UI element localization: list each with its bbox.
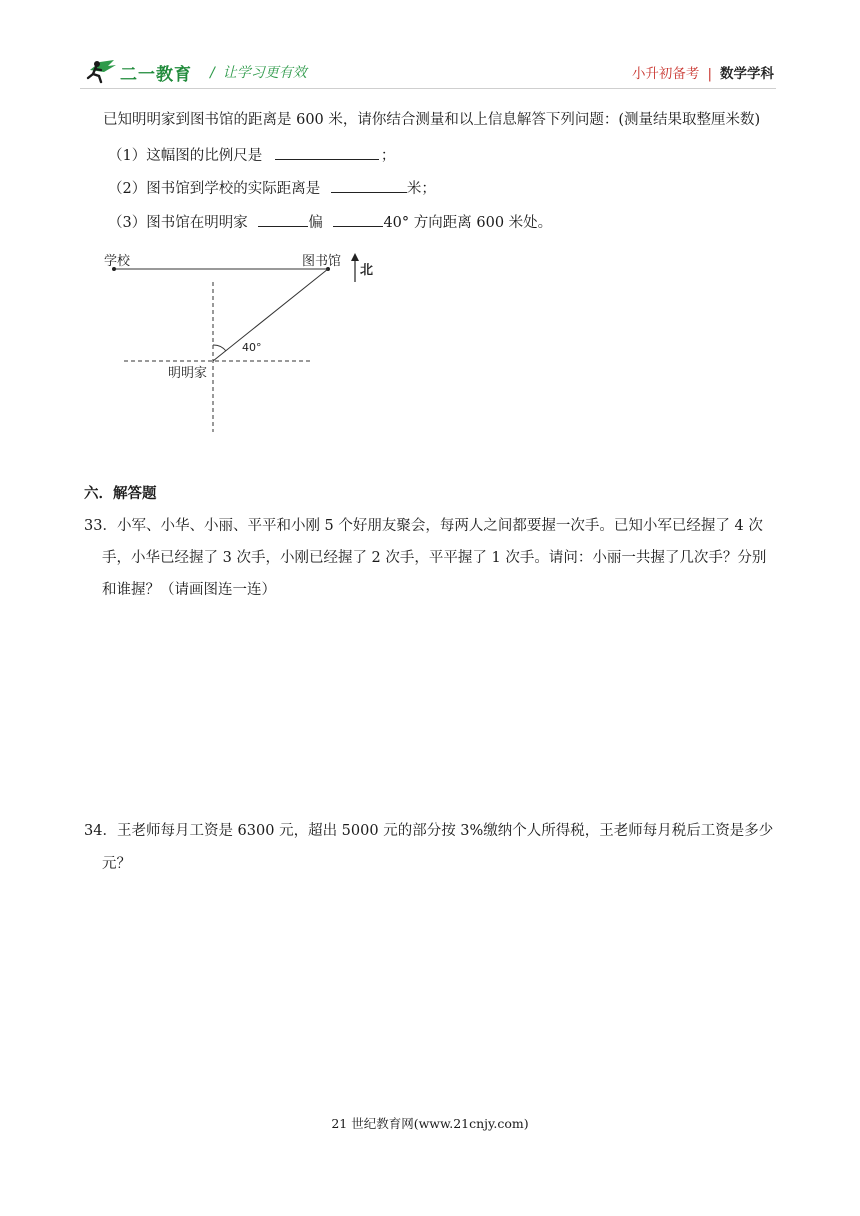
question-33-line-2: 手，小华已经握了 3 次手，小刚已经握了 2 次手，平平握了 1 次手。请问：小丽一共握了几次手？分别 (102, 550, 767, 566)
angle-arc (213, 345, 226, 351)
problem-intro: 已知明明家到图书馆的距离是 600 米，请你结合测量和以上信息解答下列问题：(测量结果取整厘米数) (103, 112, 761, 128)
slogan: / 让学习更有效 (210, 65, 307, 81)
north-label: 北 (360, 263, 374, 278)
question-34-line-2: 元？ (102, 856, 131, 872)
answer-blank-distance[interactable] (331, 178, 407, 193)
logo (84, 56, 192, 88)
question-number: 34． (84, 823, 117, 839)
school-label: 学校 (104, 254, 131, 269)
question-33-line-1: 33．小军、小华、小丽、平平和小刚 5 个好朋友聚会，每两人之间都要握一次手。已知小军已经握了 4 次 (84, 518, 763, 534)
subquestion-2: （2）图书馆到学校的实际距离是 米； (108, 178, 436, 199)
header-separator: | (707, 66, 712, 82)
answer-blank-direction-2[interactable] (333, 212, 383, 227)
library-label: 图书馆 (302, 254, 342, 269)
page-footer: 21 世纪教育网(www.21cnjy.com) (331, 1116, 529, 1131)
angle-label: 40° (242, 341, 262, 354)
question-33-line-3: 和谁握？（请画图连一连） (102, 582, 276, 598)
subquestion-1: （1）这幅图的比例尺是 ； (108, 145, 395, 166)
page-header-meta (632, 62, 774, 82)
category-label: 小升初备考 (631, 66, 700, 82)
runner-logo-icon (84, 56, 118, 88)
north-arrow-icon (351, 253, 359, 282)
home-label: 明明家 (168, 366, 208, 381)
answer-blank-scale[interactable] (275, 145, 379, 160)
direction-diagram (96, 244, 386, 436)
header-divider (80, 88, 776, 89)
page-header-brand (84, 56, 307, 88)
section-title: 六．解答题 (84, 486, 157, 502)
question-number: 33． (84, 518, 117, 534)
home-library-line (213, 269, 328, 361)
subquestion-3: （3）图书馆在明明家 偏 40° 方向距离 600 米处。 (108, 212, 552, 233)
subject-label: 数学学科 (720, 66, 774, 82)
question-34-line-1: 34．王老师每月工资是 6300 元，超出 5000 元的部分按 3%缴纳个人所得税，王老师每月税后工资是多少 (84, 823, 774, 839)
logo-text: 二一教育 (120, 64, 192, 85)
answer-blank-direction-1[interactable] (258, 212, 308, 227)
